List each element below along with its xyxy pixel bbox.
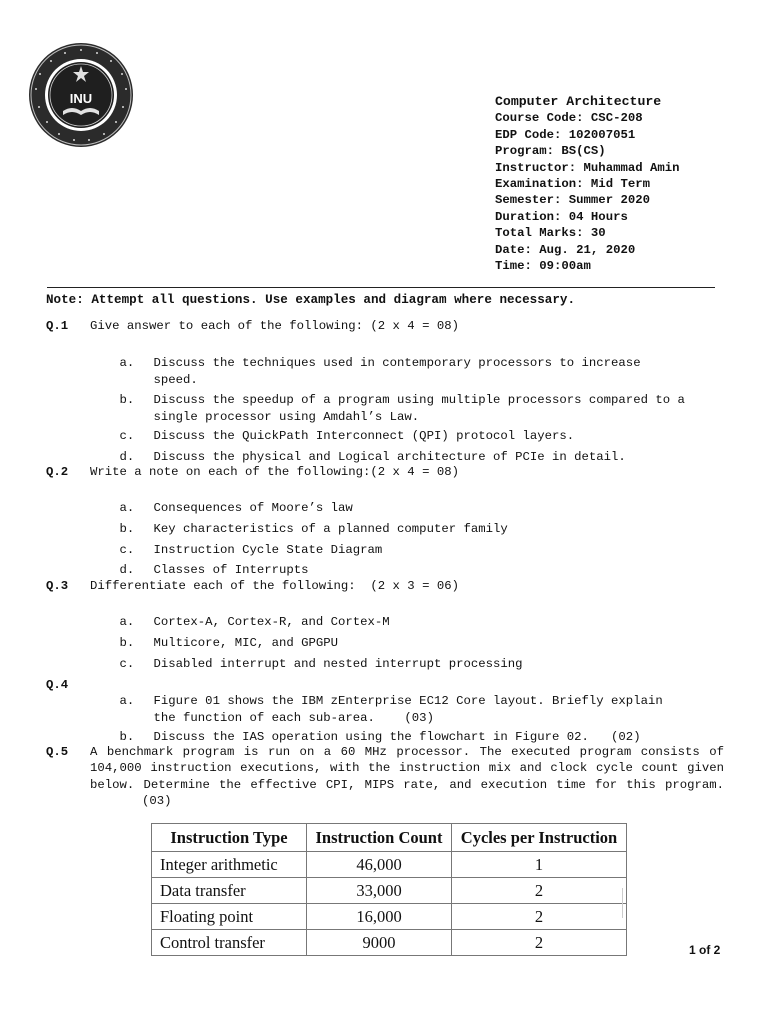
examination: Examination: Mid Term bbox=[495, 177, 650, 192]
table-header-row bbox=[152, 824, 627, 852]
university-seal-icon bbox=[27, 41, 135, 149]
question-text: Differentiate each of the following: (2 x 3 = 06) bbox=[90, 579, 459, 593]
table-cell: 2 bbox=[452, 930, 627, 956]
exam-time: Time: 09:00am bbox=[495, 259, 591, 274]
question-number: Q.1 bbox=[46, 319, 69, 333]
item-letter: b. bbox=[119, 393, 135, 408]
instructor: Instructor: Muhammad Amin bbox=[495, 160, 680, 175]
table-cell: 33,000 bbox=[307, 878, 452, 904]
header-divider bbox=[47, 287, 715, 288]
table-cell: 46,000 bbox=[307, 852, 452, 878]
question-marks: (03) bbox=[142, 794, 172, 809]
question-text: Write a note on each of the following:(2 x 4 = 08) bbox=[90, 465, 459, 479]
table-cell: 2 bbox=[452, 904, 627, 930]
item-letter: a. bbox=[119, 615, 135, 630]
exam-date: Date: Aug. 21, 2020 bbox=[495, 242, 636, 257]
item-letter: c. bbox=[119, 429, 135, 444]
instructions-note: Note: Attempt all questions. Use examples and diagram where necessary. bbox=[46, 293, 576, 307]
exam-info bbox=[495, 94, 679, 274]
duration: Duration: 04 Hours bbox=[495, 209, 628, 224]
table-cell: Integer arithmetic bbox=[152, 852, 307, 878]
item-text: Discuss the IAS operation using the flowchart in Figure 02. (02) bbox=[153, 730, 641, 745]
column-header: Instruction Type bbox=[152, 824, 307, 852]
item-letter: c. bbox=[119, 543, 135, 558]
item-letter: b. bbox=[119, 522, 135, 537]
item-letter: b. bbox=[119, 636, 135, 651]
item-text: Instruction Cycle State Diagram bbox=[153, 543, 383, 558]
university-logo bbox=[27, 41, 135, 149]
question-number: Q.3 bbox=[46, 579, 69, 593]
table-cell: Data transfer bbox=[152, 878, 307, 904]
item-letter: d. bbox=[119, 450, 135, 465]
course-code: Course Code: CSC-208 bbox=[495, 111, 643, 126]
program: Program: BS(CS) bbox=[495, 144, 606, 159]
page-number: 1 of 2 bbox=[689, 943, 721, 957]
item-letter: b. bbox=[119, 730, 135, 745]
item-letter: a. bbox=[119, 501, 135, 516]
table-row bbox=[152, 904, 627, 930]
column-header: Instruction Count bbox=[307, 824, 452, 852]
question-number: Q.5 bbox=[46, 745, 69, 759]
table-cell: 1 bbox=[452, 852, 627, 878]
table-row bbox=[152, 852, 627, 878]
question-text: Give answer to each of the following: (2 x 4 = 08) bbox=[90, 319, 459, 333]
item-letter: a. bbox=[119, 694, 135, 709]
item-text: Discuss the techniques used in contemporary processors to increase speed. bbox=[153, 356, 641, 387]
edge-divider bbox=[622, 888, 623, 918]
edp-code: EDP Code: 102007051 bbox=[495, 127, 636, 142]
total-marks: Total Marks: 30 bbox=[495, 226, 606, 241]
logo-initials: INU bbox=[69, 91, 93, 106]
item-letter: c. bbox=[119, 657, 135, 672]
column-header: Cycles per Instruction bbox=[452, 824, 627, 852]
item-text: Consequences of Moore’s law bbox=[153, 501, 353, 516]
item-letter: d. bbox=[119, 563, 135, 578]
question-text: A benchmark program is run on a 60 MHz processor. The executed program consists of 104,000 instruction executions, with the instruction mix and clock cycle count given below. Determine the effective CPI, MIPS rate, and execution time for this program. bbox=[90, 745, 724, 792]
item-text: Discuss the QuickPath Interconnect (QPI) protocol layers. bbox=[153, 429, 575, 444]
semester: Semester: Summer 2020 bbox=[495, 193, 650, 208]
table-cell: Control transfer bbox=[152, 930, 307, 956]
question-5-text bbox=[90, 744, 724, 810]
table-row bbox=[152, 930, 627, 956]
item-text: Discuss the physical and Logical architecture of PCIe in detail. bbox=[153, 450, 626, 465]
question-number: Q.2 bbox=[46, 465, 69, 479]
item-letter: a. bbox=[119, 356, 135, 371]
question-number: Q.4 bbox=[46, 678, 69, 692]
instruction-mix-table bbox=[151, 823, 627, 956]
table-cell: 2 bbox=[452, 878, 627, 904]
item-text: Discuss the speedup of a program using multiple processors compared to a single processor using Amdahl’s Law. bbox=[153, 393, 685, 424]
table-cell: Floating point bbox=[152, 904, 307, 930]
table-row bbox=[152, 878, 627, 904]
item-text: Figure 01 shows the IBM zEnterprise EC12 Core layout. Briefly explain the function of each sub-area. (03) bbox=[153, 694, 663, 725]
item-text: Cortex-A, Cortex-R, and Cortex-M bbox=[153, 615, 390, 630]
table-cell: 16,000 bbox=[307, 904, 452, 930]
item-text: Key characteristics of a planned computer family bbox=[153, 522, 508, 537]
item-text: Multicore, MIC, and GPGPU bbox=[153, 636, 339, 651]
item-text: Classes of Interrupts bbox=[153, 563, 309, 578]
table-cell: 9000 bbox=[307, 930, 452, 956]
item-text: Disabled interrupt and nested interrupt processing bbox=[153, 657, 523, 672]
course-title: Computer Architecture bbox=[495, 94, 662, 109]
